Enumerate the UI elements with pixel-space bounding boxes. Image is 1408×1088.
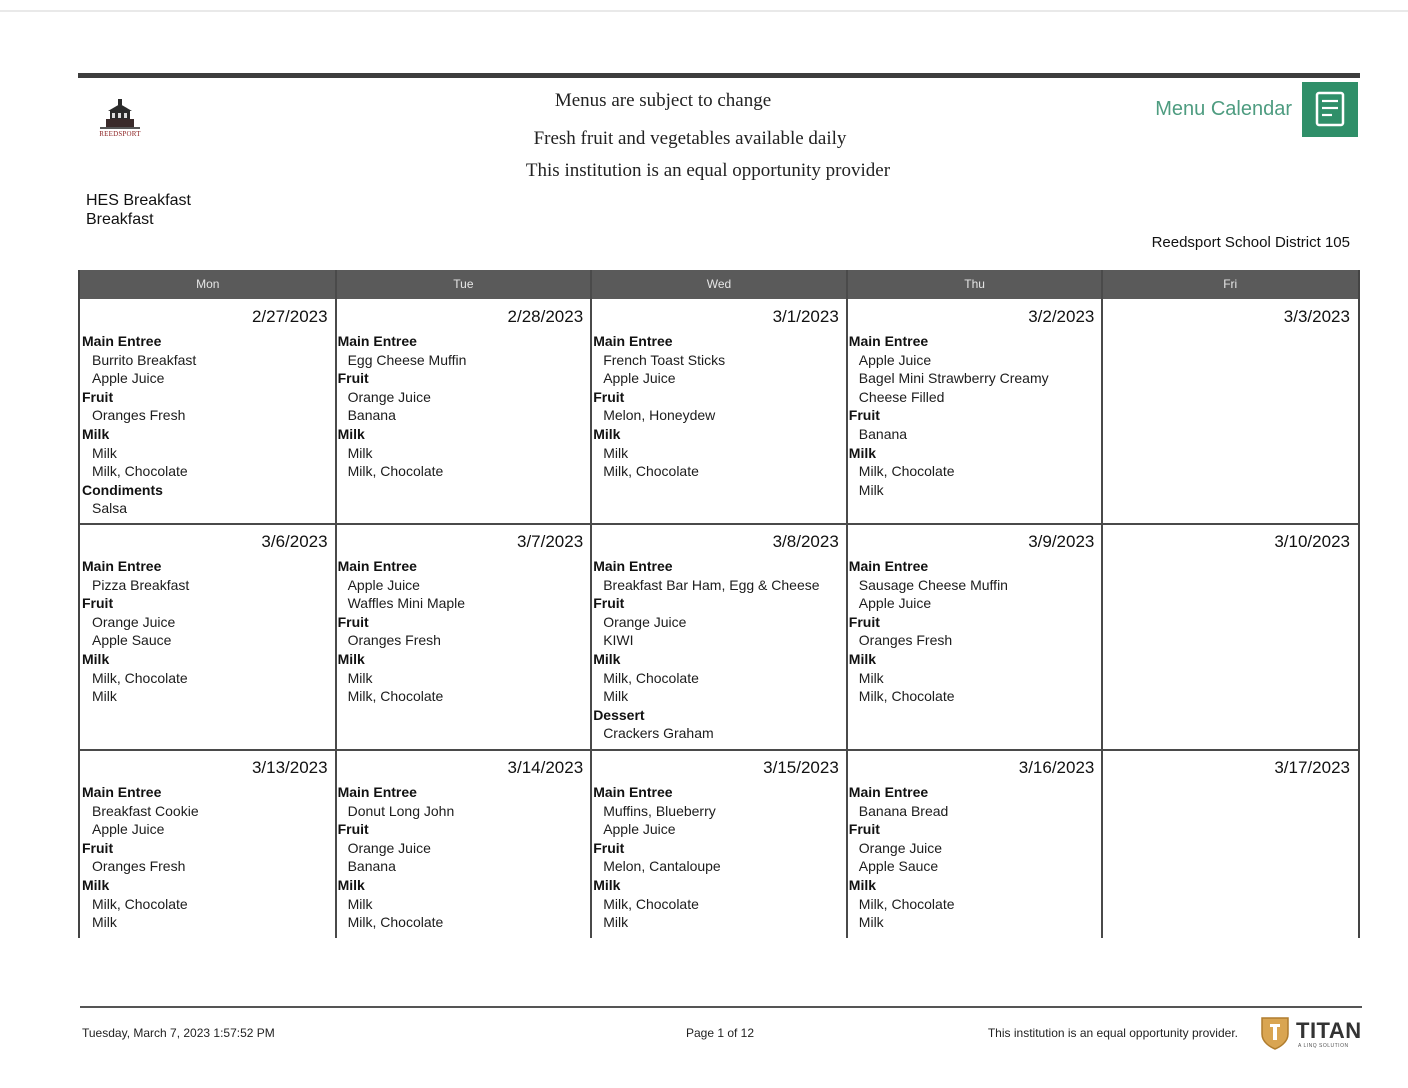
menu-category: Milk: [82, 650, 110, 667]
titan-logo-subtext: A LINQ SOLUTION: [1298, 1043, 1349, 1049]
menu-category: Main Entree: [337, 333, 417, 349]
day-date: 2/28/2023: [507, 307, 584, 326]
menu-category: Main Entree: [337, 558, 417, 574]
menu-item: Apple Juice: [603, 370, 676, 387]
menu-item: Apple Juice: [92, 370, 165, 387]
menu-category: Main Entree: [82, 333, 162, 349]
menu-item: Orange Juice: [858, 839, 943, 856]
menu-item: Milk: [347, 669, 373, 686]
day-date: 3/9/2023: [1028, 532, 1095, 551]
day-date: 3/8/2023: [772, 532, 839, 551]
header-rule: [78, 73, 1360, 78]
menu-item: Milk: [92, 914, 117, 931]
day-cell: [847, 750, 1103, 938]
notice-equal-opportunity: This institution is an equal opportunity provider: [525, 160, 891, 181]
menu-category: Milk: [82, 876, 110, 893]
district-logo: [84, 97, 156, 147]
menu-item: Oranges Fresh: [92, 407, 186, 424]
menu-category: Main Entree: [593, 784, 673, 800]
logo-text: REEDSPORT: [99, 130, 141, 138]
day-cell: [591, 750, 847, 938]
menu-category: Fruit: [337, 370, 369, 387]
building-icon: [84, 97, 156, 131]
menu-item: Banana: [858, 425, 908, 442]
footer-statement: This institution is an equal opportunity provider.: [987, 1026, 1238, 1040]
notice-menus-subject: Menus are subject to change: [554, 90, 772, 111]
day-date: 3/14/2023: [507, 758, 584, 777]
menu-item: Egg Cheese Muffin: [347, 351, 467, 368]
document-icon: [1302, 82, 1358, 137]
menu-item: Milk, Chocolate: [347, 688, 444, 705]
menu-category: Milk: [848, 876, 877, 893]
menu-category: Dessert: [593, 706, 645, 723]
menu-item: Milk, Chocolate: [347, 463, 444, 480]
menu-category: Fruit: [82, 595, 114, 612]
day-cell: [591, 299, 847, 524]
day-date: 3/3/2023: [1283, 307, 1350, 326]
district-name: Reedsport School District 105: [1151, 234, 1350, 251]
menu-items: [338, 557, 465, 706]
menu-item: Oranges Fresh: [92, 858, 186, 875]
menu-item: Banana Bread: [858, 802, 949, 819]
day-cell: [80, 299, 336, 524]
day-cell: [847, 299, 1103, 524]
menu-category: Main Entree: [593, 333, 673, 349]
menu-item: Melon, Honeydew: [603, 407, 716, 424]
menu-category: Milk: [848, 444, 877, 461]
menu-category: Milk: [593, 650, 621, 667]
menu-category: Fruit: [593, 595, 625, 612]
menu-items: [593, 783, 721, 932]
day-cell: [847, 524, 1103, 750]
menu-item: Milk: [347, 895, 373, 912]
menu-category: Fruit: [337, 821, 369, 838]
day-cell: [336, 524, 592, 750]
notice-fresh-fruit: Fresh fruit and vegetables available daily: [533, 128, 847, 149]
menu-item: Milk: [603, 914, 629, 931]
menu-item: Cheese Filled: [858, 388, 945, 405]
menu-item: KIWI: [603, 632, 634, 649]
menu-item: Milk, Chocolate: [92, 669, 188, 686]
menu-items: [593, 557, 819, 743]
menu-item: Apple Juice: [858, 351, 932, 368]
menu-item: Orange Juice: [347, 388, 431, 405]
menu-item: Oranges Fresh: [347, 632, 441, 649]
menu-items: [338, 332, 467, 481]
day-cell: [80, 750, 336, 938]
menu-item: Burrito Breakfast: [92, 351, 197, 368]
menu-item: Breakfast Cookie: [92, 802, 199, 819]
menu-item: Waffles Mini Maple: [347, 595, 466, 612]
day-cell: [336, 299, 592, 524]
menu-category: Fruit: [82, 839, 114, 856]
menu-item: Milk, Chocolate: [603, 463, 699, 480]
menu-item: Milk: [858, 914, 884, 931]
menu-category: Fruit: [337, 613, 369, 630]
menu-category: Main Entree: [82, 558, 162, 574]
weekday-mon: Mon: [196, 277, 220, 291]
footer-rule: [80, 1006, 1362, 1008]
menu-item: French Toast Sticks: [603, 351, 726, 368]
menu-item: Milk, Chocolate: [603, 895, 699, 912]
menu-item: Milk, Chocolate: [858, 463, 955, 480]
day-date: 2/27/2023: [251, 307, 328, 326]
menu-item: Milk: [858, 481, 884, 498]
menu-items: [82, 332, 196, 518]
page-number: Page 1 of 12: [685, 1026, 755, 1040]
menu-item: Milk, Chocolate: [347, 914, 444, 931]
menu-category: Condiments: [82, 481, 163, 498]
menu-category: Milk: [337, 876, 365, 893]
printed-timestamp: Tuesday, March 7, 2023 1:57:52 PM: [82, 1026, 275, 1040]
menu-items: [849, 332, 1049, 499]
menu-item: Salsa: [92, 500, 128, 517]
menu-items: [82, 557, 189, 706]
menu-category: Main Entree: [337, 784, 417, 800]
menu-item: Milk: [92, 444, 117, 461]
menu-item: Orange Juice: [92, 613, 176, 630]
menu-category: Fruit: [848, 407, 880, 424]
menu-item: Banana: [347, 858, 396, 875]
menu-calendar-grid: [78, 270, 1360, 938]
menu-item: Banana: [347, 407, 396, 424]
menu-items: [82, 783, 199, 932]
menu-item: Orange Juice: [347, 839, 431, 856]
weekday-tue: Tue: [453, 277, 474, 291]
weekday-fri: Fri: [1223, 277, 1238, 291]
menu-item: Donut Long John: [347, 802, 455, 819]
menu-category: Milk: [337, 425, 365, 442]
day-date: 3/1/2023: [772, 307, 839, 326]
day-date: 3/15/2023: [763, 758, 839, 777]
menu-item: Apple Juice: [858, 595, 932, 612]
menu-category: Fruit: [82, 388, 114, 405]
menu-category: Fruit: [593, 388, 625, 405]
day-date: 3/6/2023: [261, 532, 328, 551]
menu-item: Apple Sauce: [858, 858, 939, 875]
menu-items: [849, 783, 955, 932]
day-cell: [1102, 750, 1358, 938]
day-date: 3/2/2023: [1028, 307, 1095, 326]
day-cell: [80, 524, 336, 750]
menu-category: Milk: [848, 650, 877, 667]
menu-item: Milk: [603, 444, 629, 461]
menu-item: Milk: [92, 688, 117, 705]
titan-logo-text: TITAN: [1296, 1018, 1362, 1043]
day-date: 3/13/2023: [251, 758, 328, 777]
day-date: 3/7/2023: [517, 532, 584, 551]
schedule-meal: Breakfast: [86, 211, 154, 228]
menu-item: Milk: [603, 688, 629, 705]
scan-edge: [0, 10, 1408, 12]
menu-item: Milk, Chocolate: [92, 895, 188, 912]
menu-category: Milk: [337, 650, 365, 667]
menu-item: Bagel Mini Strawberry Creamy: [858, 370, 1049, 387]
menu-item: Milk, Chocolate: [858, 895, 955, 912]
menu-category: Milk: [593, 425, 621, 442]
menu-category: Main Entree: [593, 558, 673, 574]
menu-category: Main Entree: [848, 784, 929, 800]
menu-item: Milk: [858, 669, 884, 686]
menu-items: [338, 783, 455, 932]
day-date: 3/10/2023: [1274, 532, 1350, 551]
menu-calendar-icon: [1302, 82, 1358, 137]
menu-category: Milk: [82, 425, 110, 442]
menu-item: Oranges Fresh: [858, 632, 953, 649]
menu-category: Fruit: [593, 839, 625, 856]
day-cell: [1102, 524, 1358, 750]
menu-item: Orange Juice: [603, 613, 687, 630]
day-cell: [591, 524, 847, 750]
menu-item: Milk, Chocolate: [92, 463, 188, 480]
day-cell: [336, 750, 592, 938]
schedule-name: HES Breakfast: [86, 192, 191, 209]
menu-item: Muffins, Blueberry: [603, 802, 716, 819]
menu-items: [849, 557, 1008, 706]
day-cell: [1102, 299, 1358, 524]
titan-shield-icon: [1260, 1016, 1290, 1050]
menu-item: Apple Juice: [603, 821, 676, 838]
menu-item: Melon, Cantaloupe: [603, 858, 721, 875]
day-date: 3/17/2023: [1274, 758, 1350, 777]
menu-category: Main Entree: [848, 333, 929, 349]
menu-item: Apple Sauce: [92, 632, 172, 649]
menu-item: Milk: [347, 444, 373, 461]
weekday-thu: Thu: [964, 277, 985, 291]
menu-category: Milk: [593, 876, 621, 893]
schedule-title: [86, 191, 191, 229]
menu-item: Crackers Graham: [603, 725, 714, 742]
menu-category: Fruit: [848, 613, 880, 630]
menu-item: Milk, Chocolate: [858, 688, 955, 705]
menu-calendar-label: Menu Calendar: [1155, 98, 1292, 120]
menu-item: Sausage Cheese Muffin: [858, 576, 1008, 593]
menu-item: Breakfast Bar Ham, Egg & Cheese: [603, 576, 820, 593]
weekday-wed: Wed: [706, 277, 732, 291]
menu-item: Milk, Chocolate: [603, 669, 699, 686]
menu-category: Main Entree: [82, 784, 162, 800]
menu-item: Apple Juice: [92, 821, 165, 838]
menu-items: [593, 332, 725, 481]
day-date: 3/16/2023: [1018, 758, 1095, 777]
menu-category: Main Entree: [848, 558, 929, 574]
weekday-header: [80, 270, 1358, 299]
menu-item: Apple Juice: [347, 576, 420, 593]
menu-item: Pizza Breakfast: [92, 576, 190, 593]
menu-category: Fruit: [848, 821, 880, 838]
